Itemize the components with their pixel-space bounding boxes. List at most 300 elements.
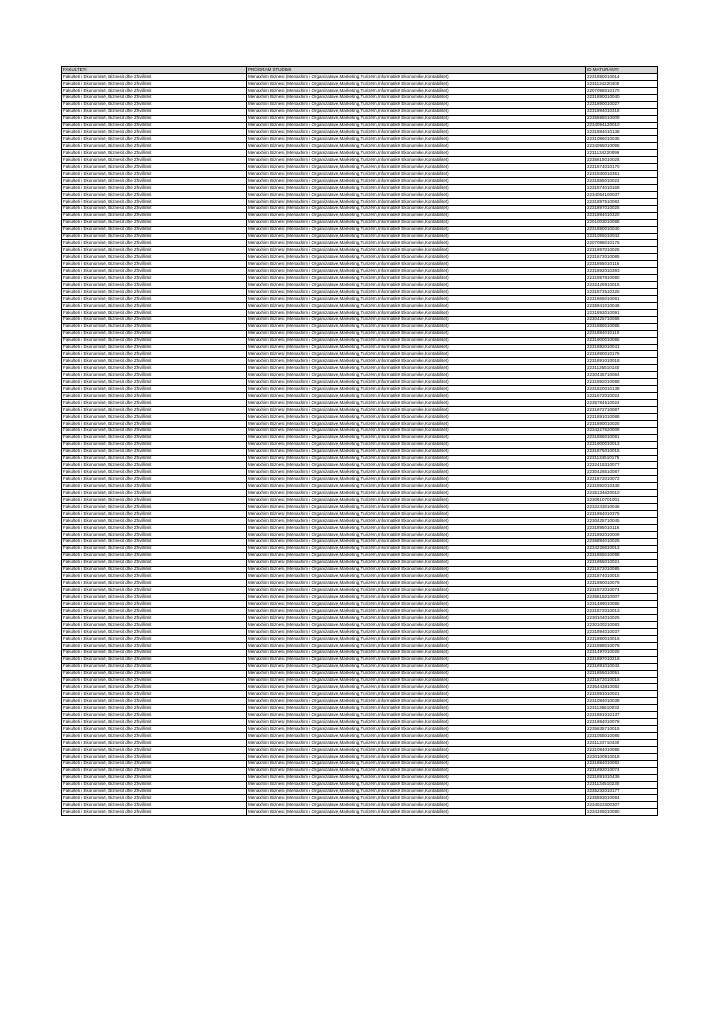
table-row — [62, 594, 658, 601]
program-cell: Menaxhim Biznesi (Menaxhim i Organizatave,Marketing,Turizëm,Informatikë Ekonomike,Kontabilitet) — [247, 434, 586, 441]
table-row — [62, 205, 658, 212]
faculty-cell: Fakulteti i Ekonomisë, Biznesit dhe Zhvillimit — [62, 365, 247, 372]
program-cell: Menaxhim Biznesi (Menaxhim i Organizatave,Marketing,Turizëm,Informatikë Ekonomike,Kontabilitet) — [247, 760, 586, 767]
student-id-cell: 2231135510140 — [586, 365, 658, 372]
program-cell: Menaxhim Biznesi (Menaxhim i Organizatave,Marketing,Turizëm,Informatikë Ekonomike,Kontabilitet) — [247, 767, 586, 774]
table-row — [62, 712, 658, 719]
faculty-cell: Fakulteti i Ekonomisë, Biznesit dhe Zhvillimit — [62, 705, 247, 712]
program-cell: Menaxhim Biznesi (Menaxhim i Organizatave,Marketing,Turizëm,Informatikë Ekonomike,Kontabilitet) — [247, 455, 586, 462]
student-id-cell: 2231856010081 — [586, 434, 658, 441]
faculty-cell: Fakulteti i Ekonomisë, Biznesit dhe Zhvillimit — [62, 379, 247, 386]
faculty-cell: Fakulteti i Ekonomisë, Biznesit dhe Zhvillimit — [62, 622, 247, 629]
table-row — [62, 587, 658, 594]
table-row — [62, 358, 658, 365]
program-cell: Menaxhim Biznesi (Menaxhim i Organizatave,Marketing,Turizëm,Informatikë Ekonomike,Kontabilitet) — [247, 698, 586, 705]
table-row — [62, 316, 658, 323]
program-cell: Menaxhim Biznesi (Menaxhim i Organizatave,Marketing,Turizëm,Informatikë Ekonomike,Kontabilitet) — [247, 254, 586, 261]
table-row — [62, 580, 658, 587]
student-id-cell: 2231892010009 — [586, 531, 658, 538]
faculty-cell: Fakulteti i Ekonomisë, Biznesit dhe Zhvillimit — [62, 733, 247, 740]
student-id-cell: 2231891010021 — [586, 691, 658, 698]
table-row — [62, 386, 658, 393]
faculty-cell: Fakulteti i Ekonomisë, Biznesit dhe Zhvillimit — [62, 205, 247, 212]
student-id-cell: 2231892010349 — [586, 483, 658, 490]
faculty-cell: Fakulteti i Ekonomisë, Biznesit dhe Zhvillimit — [62, 73, 247, 80]
program-cell: Menaxhim Biznesi (Menaxhim i Organizatave,Marketing,Turizëm,Informatikë Ekonomike,Kontabilitet) — [247, 240, 586, 247]
student-id-cell: 2231894010078 — [586, 719, 658, 726]
program-cell: Menaxhim Biznesi (Menaxhim i Organizatave,Marketing,Turizëm,Informatikë Ekonomike,Kontabilitet) — [247, 316, 586, 323]
student-id-cell: 2201003010088 — [586, 219, 658, 226]
student-id-cell: 2231855010051 — [586, 670, 658, 677]
program-cell: Menaxhim Biznesi (Menaxhim i Organizatave,Marketing,Turizëm,Informatikë Ekonomike,Kontabilitet) — [247, 476, 586, 483]
faculty-cell: Fakulteti i Ekonomisë, Biznesit dhe Zhvillimit — [62, 448, 247, 455]
faculty-cell: Fakulteti i Ekonomisë, Biznesit dhe Zhvillimit — [62, 684, 247, 691]
table-row — [62, 379, 658, 386]
table-row — [62, 143, 658, 150]
faculty-cell: Fakulteti i Ekonomisë, Biznesit dhe Zhvillimit — [62, 330, 247, 337]
student-id-cell: 2231874010170 — [586, 164, 658, 171]
program-cell: Menaxhim Biznesi (Menaxhim i Organizatave,Marketing,Turizëm,Informatikë Ekonomike,Kontabilitet) — [247, 164, 586, 171]
table-row — [62, 566, 658, 573]
student-id-cell: 2231885010085 — [586, 323, 658, 330]
faculty-cell: Fakulteti i Ekonomisë, Biznesit dhe Zhvillimit — [62, 323, 247, 330]
student-id-cell: 2231875010015 — [586, 448, 658, 455]
student-id-cell: 2231891010088 — [586, 413, 658, 420]
faculty-cell: Fakulteti i Ekonomisë, Biznesit dhe Zhvillimit — [62, 441, 247, 448]
table-row — [62, 261, 658, 268]
program-cell: Menaxhim Biznesi (Menaxhim i Organizatave,Marketing,Turizëm,Informatikë Ekonomike,Kontabilitet) — [247, 420, 586, 427]
program-cell: Menaxhim Biznesi (Menaxhim i Organizatave,Marketing,Turizëm,Informatikë Ekonomike,Kontabilitet) — [247, 663, 586, 670]
student-id-cell: 2231894010082 — [586, 760, 658, 767]
faculty-cell: Fakulteti i Ekonomisë, Biznesit dhe Zhvillimit — [62, 233, 247, 240]
program-cell: Menaxhim Biznesi (Menaxhim i Organizatave,Marketing,Turizëm,Informatikë Ekonomike,Kontabilitet) — [247, 157, 586, 164]
header-program: PROGRAM STUDIMI — [247, 67, 586, 74]
table-row — [62, 642, 658, 649]
table-row — [62, 247, 658, 254]
program-cell: Menaxhim Biznesi (Menaxhim i Organizatave,Marketing,Turizëm,Informatikë Ekonomike,Kontabilitet) — [247, 677, 586, 684]
student-id-cell: 2231890010040 — [586, 226, 658, 233]
program-cell: Menaxhim Biznesi (Menaxhim i Organizatave,Marketing,Turizëm,Informatikë Ekonomike,Kontabilitet) — [247, 171, 586, 178]
student-id-cell: 2231890010040 — [586, 94, 658, 101]
faculty-cell: Fakulteti i Ekonomisë, Biznesit dhe Zhvillimit — [62, 337, 247, 344]
student-id-cell: 2234227620009 — [586, 427, 658, 434]
student-list-table — [61, 66, 658, 816]
program-cell: Menaxhim Biznesi (Menaxhim i Organizatave,Marketing,Turizëm,Informatikë Ekonomike,Kontabilitet) — [247, 490, 586, 497]
table-row — [62, 719, 658, 726]
student-id-cell: 2231897810080 — [586, 275, 658, 282]
table-row — [62, 809, 658, 816]
faculty-cell: Fakulteti i Ekonomisë, Biznesit dhe Zhvillimit — [62, 372, 247, 379]
student-id-cell: 2234155010080 — [586, 809, 658, 816]
program-cell: Menaxhim Biznesi (Menaxhim i Organizatave,Marketing,Turizëm,Informatikë Ekonomike,Kontabilitet) — [247, 483, 586, 490]
faculty-cell: Fakulteti i Ekonomisë, Biznesit dhe Zhvillimit — [62, 483, 247, 490]
table-row — [62, 795, 658, 802]
faculty-cell: Fakulteti i Ekonomisë, Biznesit dhe Zhvillimit — [62, 212, 247, 219]
faculty-cell: Fakulteti i Ekonomisë, Biznesit dhe Zhvillimit — [62, 275, 247, 282]
faculty-cell: Fakulteti i Ekonomisë, Biznesit dhe Zhvillimit — [62, 358, 247, 365]
program-cell: Menaxhim Biznesi (Menaxhim i Organizatave,Marketing,Turizëm,Informatikë Ekonomike,Kontabilitet) — [247, 649, 586, 656]
student-id-cell: 2234023300307 — [586, 802, 658, 809]
program-cell: Menaxhim Biznesi (Menaxhim i Organizatave,Marketing,Turizëm,Informatikë Ekonomike,Kontabilitet) — [247, 469, 586, 476]
table-row — [62, 275, 658, 282]
faculty-cell: Fakulteti i Ekonomisë, Biznesit dhe Zhvillimit — [62, 670, 247, 677]
faculty-cell: Fakulteti i Ekonomisë, Biznesit dhe Zhvillimit — [62, 538, 247, 545]
faculty-cell: Fakulteti i Ekonomisë, Biznesit dhe Zhvillimit — [62, 497, 247, 504]
program-cell: Menaxhim Biznesi (Menaxhim i Organizatave,Marketing,Turizëm,Informatikë Ekonomike,Kontabilitet) — [247, 670, 586, 677]
faculty-cell: Fakulteti i Ekonomisë, Biznesit dhe Zhvillimit — [62, 434, 247, 441]
student-id-cell: 2231872010013 — [586, 608, 658, 615]
table-row — [62, 406, 658, 413]
table-row — [62, 628, 658, 635]
student-id-cell: 2230426610087 — [586, 469, 658, 476]
table-row — [62, 184, 658, 191]
student-id-cell: 2231890010015 — [586, 635, 658, 642]
student-id-cell: 2234094120010 — [586, 122, 658, 129]
student-id-cell: 2235615010025 — [586, 157, 658, 164]
table-row — [62, 289, 658, 296]
program-cell: Menaxhim Biznesi (Menaxhim i Organizatave,Marketing,Turizëm,Informatikë Ekonomike,Kontabilitet) — [247, 753, 586, 760]
program-cell: Menaxhim Biznesi (Menaxhim i Organizatave,Marketing,Turizëm,Informatikë Ekonomike,Kontabilitet) — [247, 268, 586, 275]
table-row — [62, 164, 658, 171]
program-cell: Menaxhim Biznesi (Menaxhim i Organizatave,Marketing,Turizëm,Informatikë Ekonomike,Kontabilitet) — [247, 219, 586, 226]
table-row — [62, 157, 658, 164]
student-id-cell: 2231895010116 — [586, 261, 658, 268]
student-id-cell: 2230610701001 — [586, 497, 658, 504]
program-cell: Menaxhim Biznesi (Menaxhim i Organizatave,Marketing,Turizëm,Informatikë Ekonomike,Kontabilitet) — [247, 809, 586, 816]
faculty-cell: Fakulteti i Ekonomisë, Biznesit dhe Zhvillimit — [62, 656, 247, 663]
table-row — [62, 649, 658, 656]
program-cell: Menaxhim Biznesi (Menaxhim i Organizatave,Marketing,Turizëm,Informatikë Ekonomike,Kontabilitet) — [247, 462, 586, 469]
student-id-cell: 2231055010085 — [586, 733, 658, 740]
student-id-cell: 2231894010320 — [586, 212, 658, 219]
student-id-cell: 2232243010046 — [586, 504, 658, 511]
student-id-cell: 2231672010024 — [586, 393, 658, 400]
program-cell: Menaxhim Biznesi (Menaxhim i Organizatave,Marketing,Turizëm,Informatikë Ekonomike,Kontabilitet) — [247, 393, 586, 400]
table-row — [62, 302, 658, 309]
table-row — [62, 490, 658, 497]
program-cell: Menaxhim Biznesi (Menaxhim i Organizatave,Marketing,Turizëm,Informatikë Ekonomike,Kontabilitet) — [247, 372, 586, 379]
faculty-cell: Fakulteti i Ekonomisë, Biznesit dhe Zhvillimit — [62, 164, 247, 171]
faculty-cell: Fakulteti i Ekonomisë, Biznesit dhe Zhvillimit — [62, 545, 247, 552]
student-id-cell: 2231894010037 — [586, 628, 658, 635]
program-cell: Menaxhim Biznesi (Menaxhim i Organizatave,Marketing,Turizëm,Informatikë Ekonomike,Kontabilitet) — [247, 379, 586, 386]
student-id-cell: 2231135610032 — [586, 705, 658, 712]
table-row — [62, 330, 658, 337]
program-cell: Menaxhim Biznesi (Menaxhim i Organizatave,Marketing,Turizëm,Informatikë Ekonomike,Kontabilitet) — [247, 580, 586, 587]
table-row — [62, 524, 658, 531]
table-row — [62, 677, 658, 684]
table-row — [62, 372, 658, 379]
faculty-cell: Fakulteti i Ekonomisë, Biznesit dhe Zhvillimit — [62, 129, 247, 136]
student-id-cell: 2231890010027 — [586, 101, 658, 108]
faculty-cell: Fakulteti i Ekonomisë, Biznesit dhe Zhvillimit — [62, 802, 247, 809]
student-id-cell: 2231134710430 — [586, 739, 658, 746]
table-row — [62, 531, 658, 538]
table-row — [62, 573, 658, 580]
program-cell: Menaxhim Biznesi (Menaxhim i Organizatave,Marketing,Turizëm,Informatikë Ekonomike,Kontabilitet) — [247, 406, 586, 413]
student-id-cell: 2231134220400 — [586, 80, 658, 87]
table-row — [62, 511, 658, 518]
student-id-cell: 2231497010025 — [586, 649, 658, 656]
faculty-cell: Fakulteti i Ekonomisë, Biznesit dhe Zhvillimit — [62, 601, 247, 608]
program-cell: Menaxhim Biznesi (Menaxhim i Organizatave,Marketing,Turizëm,Informatikë Ekonomike,Kontabilitet) — [247, 746, 586, 753]
faculty-cell: Fakulteti i Ekonomisë, Biznesit dhe Zhvillimit — [62, 566, 247, 573]
student-id-cell: 2235443810082 — [586, 684, 658, 691]
table-row — [62, 559, 658, 566]
student-id-cell: 2231894010318 — [586, 108, 658, 115]
program-cell: Menaxhim Biznesi (Menaxhim i Organizatave,Marketing,Turizëm,Informatikë Ekonomike,Kontabilitet) — [247, 642, 586, 649]
faculty-cell: Fakulteti i Ekonomisë, Biznesit dhe Zhvillimit — [62, 289, 247, 296]
table-row — [62, 115, 658, 122]
program-cell: Menaxhim Biznesi (Menaxhim i Organizatave,Marketing,Turizëm,Informatikë Ekonomike,Kontabilitet) — [247, 601, 586, 608]
table-row — [62, 552, 658, 559]
table-row — [62, 739, 658, 746]
student-id-cell: 2232418310077 — [586, 462, 658, 469]
faculty-cell: Fakulteti i Ekonomisë, Biznesit dhe Zhvillimit — [62, 309, 247, 316]
table-row — [62, 441, 658, 448]
table-row — [62, 337, 658, 344]
table-row — [62, 684, 658, 691]
student-id-cell: 2231872510325 — [586, 289, 658, 296]
program-cell: Menaxhim Biznesi (Menaxhim i Organizatave,Marketing,Turizëm,Informatikë Ekonomike,Kontabilitet) — [247, 330, 586, 337]
table-row — [62, 365, 658, 372]
program-cell: Menaxhim Biznesi (Menaxhim i Organizatave,Marketing,Turizëm,Informatikë Ekonomike,Kontabilitet) — [247, 191, 586, 198]
student-id-cell: 2231897010218 — [586, 656, 658, 663]
program-cell: Menaxhim Biznesi (Menaxhim i Organizatave,Marketing,Turizëm,Informatikë Ekonomike,Kontabilitet) — [247, 115, 586, 122]
faculty-cell: Fakulteti i Ekonomisë, Biznesit dhe Zhvillimit — [62, 726, 247, 733]
header-faculty: FAKULTETI — [62, 67, 247, 74]
faculty-cell: Fakulteti i Ekonomisë, Biznesit dhe Zhvillimit — [62, 400, 247, 407]
student-id-cell: 2231672010085 — [586, 254, 658, 261]
header-row — [62, 67, 658, 74]
program-cell: Menaxhim Biznesi (Menaxhim i Organizatave,Marketing,Turizëm,Informatikë Ekonomike,Kontabilitet) — [247, 289, 586, 296]
program-cell: Menaxhim Biznesi (Menaxhim i Organizatave,Marketing,Turizëm,Informatikë Ekonomike,Kontabilitet) — [247, 427, 586, 434]
student-id-cell: 2230104010025 — [586, 615, 658, 622]
faculty-cell: Fakulteti i Ekonomisë, Biznesit dhe Zhvillimit — [62, 420, 247, 427]
program-cell: Menaxhim Biznesi (Menaxhim i Organizatave,Marketing,Turizëm,Informatikë Ekonomike,Kontabilitet) — [247, 538, 586, 545]
program-cell: Menaxhim Biznesi (Menaxhim i Organizatave,Marketing,Turizëm,Informatikë Ekonomike,Kontabilitet) — [247, 504, 586, 511]
faculty-cell: Fakulteti i Ekonomisë, Biznesit dhe Zhvillimit — [62, 594, 247, 601]
table-row — [62, 635, 658, 642]
student-id-cell: 2234095010095 — [586, 143, 658, 150]
program-cell: Menaxhim Biznesi (Menaxhim i Organizatave,Marketing,Turizëm,Informatikë Ekonomike,Kontabilitet) — [247, 559, 586, 566]
program-cell: Menaxhim Biznesi (Menaxhim i Organizatave,Marketing,Turizëm,Informatikë Ekonomike,Kontabilitet) — [247, 524, 586, 531]
table-row — [62, 400, 658, 407]
table-row — [62, 622, 658, 629]
student-id-cell: 2231891010018 — [586, 358, 658, 365]
student-id-cell: 2231890010025 — [586, 420, 658, 427]
program-cell: Menaxhim Biznesi (Menaxhim i Organizatave,Marketing,Turizëm,Informatikë Ekonomike,Kontabilitet) — [247, 282, 586, 289]
faculty-cell: Fakulteti i Ekonomisë, Biznesit dhe Zhvillimit — [62, 490, 247, 497]
table-row — [62, 282, 658, 289]
student-id-cell: 2231894010138 — [586, 129, 658, 136]
faculty-cell: Fakulteti i Ekonomisë, Biznesit dhe Zhvillimit — [62, 469, 247, 476]
student-id-cell: 2231489010085 — [586, 601, 658, 608]
program-cell: Menaxhim Biznesi (Menaxhim i Organizatave,Marketing,Turizëm,Informatikë Ekonomike,Kontabilitet) — [247, 261, 586, 268]
student-id-cell: 2231897010025 — [586, 205, 658, 212]
table-row — [62, 87, 658, 94]
student-id-cell: 2231134510175 — [586, 455, 658, 462]
faculty-cell: Fakulteti i Ekonomisë, Biznesit dhe Zhvillimit — [62, 760, 247, 767]
student-id-cell: 2231897510082 — [586, 198, 658, 205]
program-cell: Menaxhim Biznesi (Menaxhim i Organizatave,Marketing,Turizëm,Informatikë Ekonomike,Kontabilitet) — [247, 441, 586, 448]
faculty-cell: Fakulteti i Ekonomisë, Biznesit dhe Zhvillimit — [62, 157, 247, 164]
table-row — [62, 448, 658, 455]
faculty-cell: Fakulteti i Ekonomisë, Biznesit dhe Zhvillimit — [62, 788, 247, 795]
student-id-cell: 2231890010079 — [586, 580, 658, 587]
table-row — [62, 545, 658, 552]
faculty-cell: Fakulteti i Ekonomisë, Biznesit dhe Zhvillimit — [62, 746, 247, 753]
table-row — [62, 504, 658, 511]
faculty-cell: Fakulteti i Ekonomisë, Biznesit dhe Zhvillimit — [62, 552, 247, 559]
table-row — [62, 608, 658, 615]
program-cell: Menaxhim Biznesi (Menaxhim i Organizatave,Marketing,Turizëm,Informatikë Ekonomike,Kontabilitet) — [247, 94, 586, 101]
program-cell: Menaxhim Biznesi (Menaxhim i Organizatave,Marketing,Turizëm,Informatikë Ekonomike,Kontabilitet) — [247, 705, 586, 712]
student-id-cell: 2231898010078 — [586, 642, 658, 649]
program-cell: Menaxhim Biznesi (Menaxhim i Organizatave,Marketing,Turizëm,Informatikë Ekonomike,Kontabilitet) — [247, 448, 586, 455]
faculty-cell: Fakulteti i Ekonomisë, Biznesit dhe Zhvillimit — [62, 455, 247, 462]
table-row — [62, 434, 658, 441]
faculty-cell: Fakulteti i Ekonomisë, Biznesit dhe Zhvillimit — [62, 344, 247, 351]
table-row — [62, 601, 658, 608]
student-id-cell: 2235815010007 — [586, 594, 658, 601]
student-id-cell: 2231900010013 — [586, 441, 658, 448]
faculty-cell: Fakulteti i Ekonomisë, Biznesit dhe Zhvillimit — [62, 427, 247, 434]
program-cell: Menaxhim Biznesi (Menaxhim i Organizatave,Marketing,Turizëm,Informatikë Ekonomike,Kontabilitet) — [247, 358, 586, 365]
faculty-cell: Fakulteti i Ekonomisë, Biznesit dhe Zhvillimit — [62, 615, 247, 622]
faculty-cell: Fakulteti i Ekonomisë, Biznesit dhe Zhvillimit — [62, 295, 247, 302]
program-cell: Menaxhim Biznesi (Menaxhim i Organizatave,Marketing,Turizëm,Informatikë Ekonomike,Kontabilitet) — [247, 802, 586, 809]
table-row — [62, 191, 658, 198]
faculty-cell: Fakulteti i Ekonomisë, Biznesit dhe Zhvillimit — [62, 580, 247, 587]
faculty-cell: Fakulteti i Ekonomisë, Biznesit dhe Zhvillimit — [62, 261, 247, 268]
program-cell: Menaxhim Biznesi (Menaxhim i Organizatave,Marketing,Turizëm,Informatikë Ekonomike,Kontabilitet) — [247, 587, 586, 594]
program-cell: Menaxhim Biznesi (Menaxhim i Organizatave,Marketing,Turizëm,Informatikë Ekonomike,Kontabilitet) — [247, 573, 586, 580]
student-id-cell: 2207098010170 — [586, 87, 658, 94]
student-id-cell: 2235784510024 — [586, 400, 658, 407]
table-row — [62, 122, 658, 129]
faculty-cell: Fakulteti i Ekonomisë, Biznesit dhe Zhvillimit — [62, 226, 247, 233]
table-row — [62, 108, 658, 115]
table-row — [62, 753, 658, 760]
table-row — [62, 240, 658, 247]
program-cell: Menaxhim Biznesi (Menaxhim i Organizatave,Marketing,Turizëm,Informatikë Ekonomike,Kontabilitet) — [247, 719, 586, 726]
program-cell: Menaxhim Biznesi (Menaxhim i Organizatave,Marketing,Turizëm,Informatikë Ekonomike,Kontabilitet) — [247, 108, 586, 115]
student-id-cell: 2231894010375 — [586, 511, 658, 518]
program-cell: Menaxhim Biznesi (Menaxhim i Organizatave,Marketing,Turizëm,Informatikë Ekonomike,Kontabilitet) — [247, 184, 586, 191]
program-cell: Menaxhim Biznesi (Menaxhim i Organizatave,Marketing,Turizëm,Informatikë Ekonomike,Kontabilitet) — [247, 684, 586, 691]
student-id-cell: 2235835710015 — [586, 726, 658, 733]
header-student-id: ID MATURANTI — [586, 67, 658, 74]
faculty-cell: Fakulteti i Ekonomisë, Biznesit dhe Zhvillimit — [62, 462, 247, 469]
table-row — [62, 483, 658, 490]
student-id-cell: 2230425710045 — [586, 517, 658, 524]
faculty-cell: Fakulteti i Ekonomisë, Biznesit dhe Zhvillimit — [62, 511, 247, 518]
faculty-cell: Fakulteti i Ekonomisë, Biznesit dhe Zhvillimit — [62, 573, 247, 580]
program-cell: Menaxhim Biznesi (Menaxhim i Organizatave,Marketing,Turizëm,Informatikë Ekonomike,Kontabilitet) — [247, 143, 586, 150]
student-id-cell: 2231890010176 — [586, 351, 658, 358]
table-row — [62, 254, 658, 261]
program-cell: Menaxhim Biznesi (Menaxhim i Organizatave,Marketing,Turizëm,Informatikë Ekonomike,Kontabilitet) — [247, 101, 586, 108]
program-cell: Menaxhim Biznesi (Menaxhim i Organizatave,Marketing,Turizëm,Informatikë Ekonomike,Kontabilitet) — [247, 129, 586, 136]
table-row — [62, 455, 658, 462]
program-cell: Menaxhim Biznesi (Menaxhim i Organizatave,Marketing,Turizëm,Informatikë Ekonomike,Kontabilitet) — [247, 122, 586, 129]
program-cell: Menaxhim Biznesi (Menaxhim i Organizatave,Marketing,Turizëm,Informatikë Ekonomike,Kontabilitet) — [247, 309, 586, 316]
faculty-cell: Fakulteti i Ekonomisë, Biznesit dhe Zhvillimit — [62, 642, 247, 649]
faculty-cell: Fakulteti i Ekonomisë, Biznesit dhe Zhvillimit — [62, 413, 247, 420]
faculty-cell: Fakulteti i Ekonomisë, Biznesit dhe Zhvillimit — [62, 87, 247, 94]
faculty-cell: Fakulteti i Ekonomisë, Biznesit dhe Zhvillimit — [62, 150, 247, 157]
faculty-cell: Fakulteti i Ekonomisë, Biznesit dhe Zhvillimit — [62, 143, 247, 150]
program-cell: Menaxhim Biznesi (Menaxhim i Organizatave,Marketing,Turizëm,Informatikë Ekonomike,Kontabilitet) — [247, 87, 586, 94]
student-id-cell: 2231055010042 — [586, 233, 658, 240]
program-cell: Menaxhim Biznesi (Menaxhim i Organizatave,Marketing,Turizëm,Informatikë Ekonomike,Kontabilitet) — [247, 712, 586, 719]
student-id-cell: 2231872710087 — [586, 406, 658, 413]
program-cell: Menaxhim Biznesi (Menaxhim i Organizatave,Marketing,Turizëm,Informatikë Ekonomike,Kontabilitet) — [247, 788, 586, 795]
faculty-cell: Fakulteti i Ekonomisë, Biznesit dhe Zhvillimit — [62, 635, 247, 642]
table-row — [62, 497, 658, 504]
student-id-cell: 2231094010038 — [586, 698, 658, 705]
program-cell: Menaxhim Biznesi (Menaxhim i Organizatave,Marketing,Turizëm,Informatikë Ekonomike,Kontabilitet) — [247, 150, 586, 157]
table-row — [62, 233, 658, 240]
program-cell: Menaxhim Biznesi (Menaxhim i Organizatave,Marketing,Turizëm,Informatikë Ekonomike,Kontabilitet) — [247, 635, 586, 642]
table-row — [62, 462, 658, 469]
student-id-cell: 2235134620010 — [586, 490, 658, 497]
table-row — [62, 344, 658, 351]
faculty-cell: Fakulteti i Ekonomisë, Biznesit dhe Zhvillimit — [62, 247, 247, 254]
faculty-cell: Fakulteti i Ekonomisë, Biznesit dhe Zhvillimit — [62, 476, 247, 483]
student-id-cell: 2207098010176 — [586, 240, 658, 247]
table-row — [62, 178, 658, 185]
table-row — [62, 129, 658, 136]
faculty-cell: Fakulteti i Ekonomisë, Biznesit dhe Zhvillimit — [62, 587, 247, 594]
faculty-cell: Fakulteti i Ekonomisë, Biznesit dhe Zhvillimit — [62, 698, 247, 705]
student-id-cell: 2231855010098 — [586, 552, 658, 559]
faculty-cell: Fakulteti i Ekonomisë, Biznesit dhe Zhvillimit — [62, 101, 247, 108]
faculty-cell: Fakulteti i Ekonomisë, Biznesit dhe Zhvillimit — [62, 268, 247, 275]
table-row — [62, 788, 658, 795]
faculty-cell: Fakulteti i Ekonomisë, Biznesit dhe Zhvillimit — [62, 240, 247, 247]
table-row — [62, 670, 658, 677]
student-id-cell: 2231891010042 — [586, 663, 658, 670]
student-id-cell: 2231830010351 — [586, 171, 658, 178]
faculty-cell: Fakulteti i Ekonomisë, Biznesit dhe Zhvillimit — [62, 171, 247, 178]
faculty-cell: Fakulteti i Ekonomisë, Biznesit dhe Zhvillimit — [62, 406, 247, 413]
program-cell: Menaxhim Biznesi (Menaxhim i Organizatave,Marketing,Turizëm,Informatikë Ekonomike,Kontabilitet) — [247, 198, 586, 205]
program-cell: Menaxhim Biznesi (Menaxhim i Organizatave,Marketing,Turizëm,Informatikë Ekonomike,Kontabilitet) — [247, 517, 586, 524]
table-row — [62, 198, 658, 205]
student-id-cell: 2231892010074 — [586, 767, 658, 774]
faculty-cell: Fakulteti i Ekonomisë, Biznesit dhe Zhvillimit — [62, 351, 247, 358]
student-id-cell: 2231865010081 — [586, 295, 658, 302]
student-id-cell: 2231894010110 — [586, 330, 658, 337]
program-cell: Menaxhim Biznesi (Menaxhim i Organizatave,Marketing,Turizëm,Informatikë Ekonomike,Kontabilitet) — [247, 323, 586, 330]
table-row — [62, 323, 658, 330]
student-id-cell: 2235593010084 — [586, 795, 658, 802]
faculty-cell: Fakulteti i Ekonomisë, Biznesit dhe Zhvillimit — [62, 691, 247, 698]
student-id-cell: 2231897010025 — [586, 247, 658, 254]
student-id-cell: 2231134220099 — [586, 150, 658, 157]
student-id-cell: 2230100210083 — [586, 622, 658, 629]
student-id-cell: 2231096010035 — [586, 136, 658, 143]
table-row — [62, 802, 658, 809]
student-id-cell: 2231892010089 — [586, 379, 658, 386]
faculty-cell: Fakulteti i Ekonomisë, Biznesit dhe Zhvillimit — [62, 108, 247, 115]
faculty-cell: Fakulteti i Ekonomisë, Biznesit dhe Zhvillimit — [62, 254, 247, 261]
student-id-cell: 2231872010072 — [586, 476, 658, 483]
program-cell: Menaxhim Biznesi (Menaxhim i Organizatave,Marketing,Turizëm,Informatikë Ekonomike,Kontabilitet) — [247, 691, 586, 698]
program-cell: Menaxhim Biznesi (Menaxhim i Organizatave,Marketing,Turizëm,Informatikë Ekonomike,Kontabilitet) — [247, 774, 586, 781]
